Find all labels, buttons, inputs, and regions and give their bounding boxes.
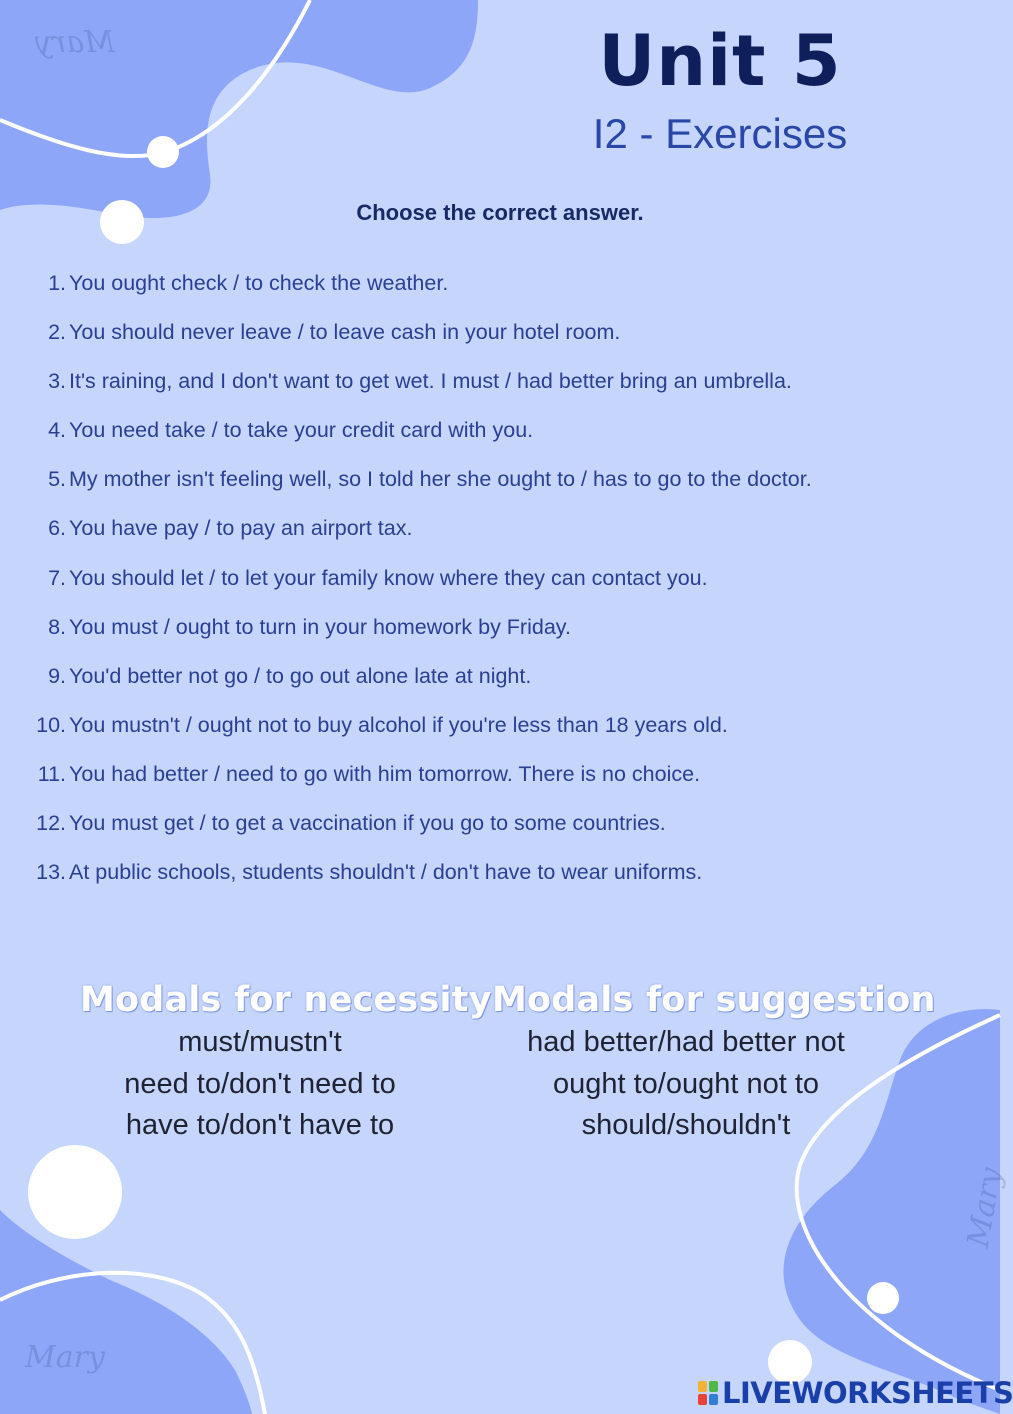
exercise-sentence[interactable]: My mother isn't feeling well, so I told her she ought to / has to go to the doctor.	[69, 467, 812, 492]
suggestion-line: should/shouldn't	[581, 1109, 791, 1141]
exercise-sentence[interactable]: You'd better not go / to go out alone late at night.	[69, 663, 532, 688]
necessity-list	[80, 1022, 440, 1147]
exercise-number: 4.	[48, 418, 66, 443]
bottom-right-dot	[867, 1282, 899, 1314]
page-title: Unit 5	[598, 20, 842, 102]
exercise-sentence[interactable]: You must / ought to turn in your homework by Friday.	[69, 614, 571, 639]
exercise-number: 12.	[36, 811, 66, 836]
exercise-sentence[interactable]: You ought check / to check the weather.	[69, 271, 449, 295]
exercise-number: 1.	[48, 271, 66, 295]
exercise-sentence[interactable]: At public schools, students shouldn't / don't have to wear uniforms.	[69, 860, 703, 885]
signature-watermark-right: Mary	[960, 1165, 1010, 1250]
exercise-item-13	[0, 855, 960, 904]
exercise-item-6	[0, 511, 960, 560]
exercise-number: 9.	[48, 663, 66, 688]
exercise-item-4	[0, 413, 960, 462]
exercise-number: 7.	[48, 565, 66, 590]
bottom-left-circle	[28, 1145, 122, 1239]
exercise-item-3	[0, 364, 960, 413]
suggestion-heading: Modals for suggestion	[492, 980, 936, 1020]
exercise-sentence[interactable]: You need take / to take your credit card with you.	[69, 418, 534, 443]
exercise-item-1	[0, 266, 960, 315]
necessity-line: have to/don't have to	[125, 1109, 395, 1141]
exercise-item-8	[0, 610, 960, 659]
exercise-number: 10.	[36, 712, 66, 737]
suggestion-line: had better/had better not	[527, 1026, 845, 1058]
exercise-sentence[interactable]: You had better / need to go with him tomorrow. There is no choice.	[69, 761, 701, 786]
exercise-sentence[interactable]: You must get / to get a vaccination if you go to some countries.	[69, 811, 666, 836]
exercise-item-2	[0, 315, 960, 364]
exercise-item-9	[0, 659, 960, 708]
exercise-number: 5.	[48, 467, 66, 492]
exercise-sentence[interactable]: You mustn't / ought not to buy alcohol if you're less than 18 years old.	[69, 712, 728, 737]
exercise-number: 8.	[48, 614, 66, 639]
instruction-text: Choose the correct answer.	[356, 200, 644, 225]
exercise-sentence[interactable]: It's raining, and I don't want to get wet. I must / had better bring an umbrella.	[69, 369, 792, 394]
page-subtitle: I2 - Exercises	[592, 110, 848, 157]
exercise-number: 11.	[37, 761, 66, 786]
signature-watermark-top: Mary	[35, 25, 115, 60]
exercise-item-10	[0, 708, 960, 757]
necessity-heading: Modals for necessity	[80, 980, 492, 1020]
exercise-number: 6.	[48, 516, 66, 541]
necessity-line: need to/don't need to	[124, 1067, 396, 1100]
exercise-list	[0, 266, 960, 904]
exercise-item-7	[0, 561, 960, 610]
logo-text: LIVEWORKSHEETS	[722, 1376, 1013, 1410]
exercise-item-5	[0, 462, 960, 511]
top-left-dot	[147, 136, 179, 168]
suggestion-line: ought to/ought not to	[552, 1067, 820, 1100]
exercise-number: 2.	[48, 320, 66, 345]
bottom-left-blob	[0, 1210, 252, 1414]
suggestion-list	[492, 1022, 880, 1147]
exercise-item-12	[0, 806, 960, 855]
logo-icon	[697, 1380, 719, 1406]
exercise-item-11	[0, 757, 960, 806]
exercise-sentence[interactable]: You have pay / to pay an airport tax.	[69, 516, 413, 541]
exercise-sentence[interactable]: You should never leave / to leave cash in your hotel room.	[69, 320, 621, 345]
signature-watermark-bottom-left: Mary	[25, 1340, 105, 1375]
exercise-sentence[interactable]: You should let / to let your family know where they can contact you.	[69, 565, 708, 590]
exercise-number: 13.	[36, 860, 66, 885]
liveworksheets-logo	[697, 1375, 1013, 1411]
exercise-number: 3.	[48, 369, 66, 394]
necessity-line: must/mustn't	[178, 1026, 342, 1058]
